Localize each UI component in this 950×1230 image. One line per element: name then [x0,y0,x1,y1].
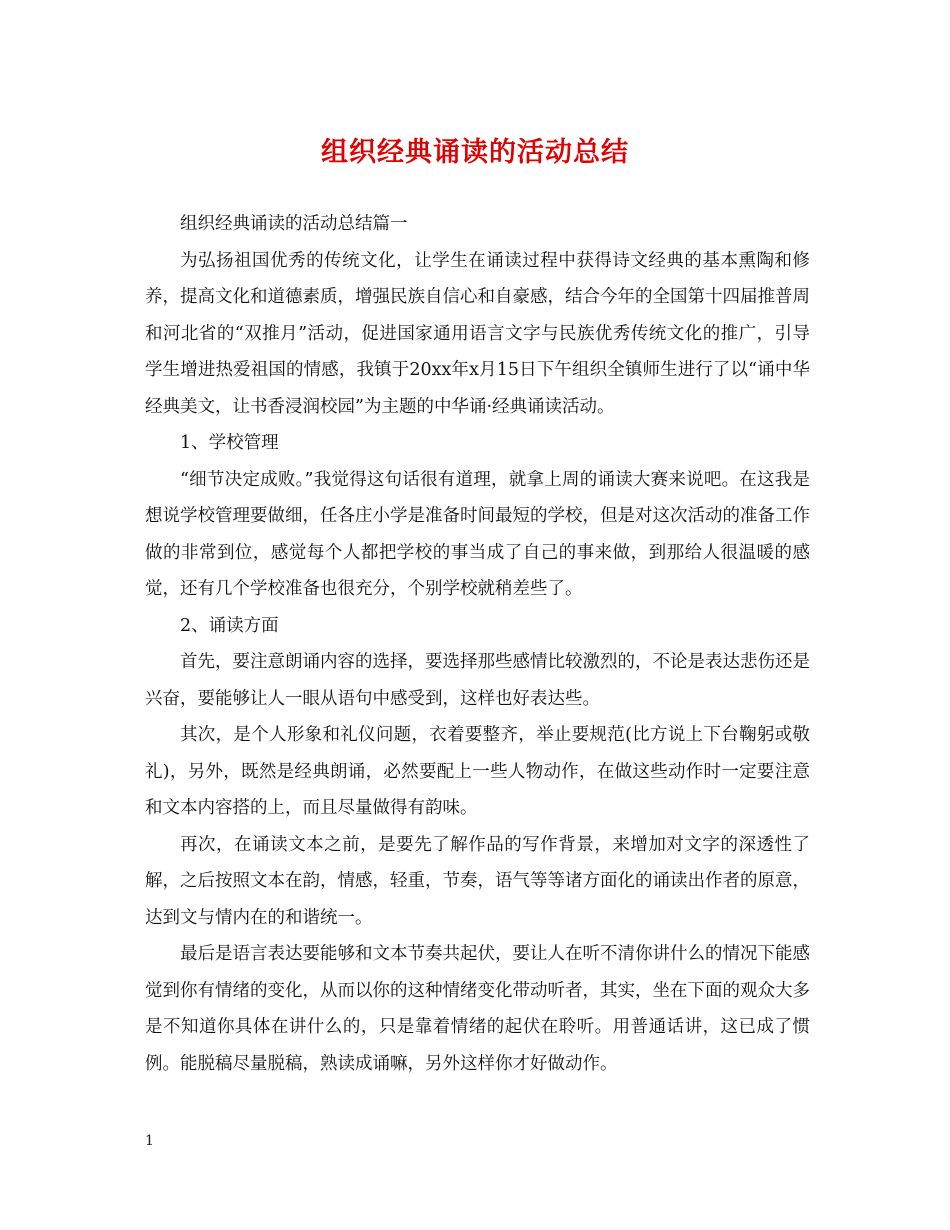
document-body [145,206,810,1082]
body-paragraph: 其次，是个人形象和礼仪问题，衣着要整齐，举止要规范(比方说上下台鞠躬或敬礼)，另外，既然是经典朗诵，必然要配上一些人物动作，在做这些动作时一定要注意和文本内容搭的上，而且尽量做得有韵味。 [145,725,810,818]
page-number: 1 [145,1133,154,1149]
section-heading: 1、学校管理 [180,433,279,453]
section-heading: 组织经典诵读的活动总结篇一 [180,214,408,234]
body-paragraph: 再次，在诵读文本之前，是要先了解作品的写作背景，来增加对文字的深透性了解，之后按照文本在韵，情感，轻重，节奏，语气等等诸方面化的诵读出作者的原意，达到文与情内在的和谐统一。 [145,834,810,928]
body-paragraph: 最后是语言表达要能够和文本节奏共起伏，要让人在听不清你讲什么的情况下能感觉到你有情绪的变化，从而以你的这种情绪变化带动听者，其实，坐在下面的观众大多是不知道你具体在讲什么的，只是靠着情绪的起伏在聆听。用普通话讲，这已成了惯例。能脱稿尽量脱稿，熟读成诵嘛，另外这样你才好做动作。 [145,944,810,1074]
body-paragraph: 首先，要注意朗诵内容的选择，要选择那些感情比较激烈的，不论是表达悲伤还是兴奋，要能够让人一眼从语句中感受到，这样也好表达些。 [145,652,810,709]
body-paragraph: “细节决定成败。”我觉得这句话很有道理，就拿上周的诵读大赛来说吧。在这我是想说学校管理要做细，任各庄小学是准备时间最短的学校，但是对这次活动的准备工作做的非常到位，感觉每个人都把学校的事当成了自己的事来做，到那给人很温暖的感觉，还有几个学校准备也很充分，个别学校就稍差些了。 [145,469,810,599]
section-heading: 2、诵读方面 [180,615,279,636]
document-title: 组织经典诵读的活动总结 [321,137,629,168]
body-paragraph: 为弘扬祖国优秀的传统文化，让学生在诵读过程中获得诗文经典的基本熏陶和修养，提高文化和道德素质，增强民族自信心和自豪感，结合今年的全国第十四届推普周和河北省的“双推月”活动，促进国家通用语言文字与民族优秀传统文化的推广，引导学生增进热爱祖国的情感，我镇于20xx年x月15日下午组织全镇师生进行了以“诵中华经典美文，让书香浸润校园”为主题的中华诵·经典诵读活动。 [145,250,810,417]
